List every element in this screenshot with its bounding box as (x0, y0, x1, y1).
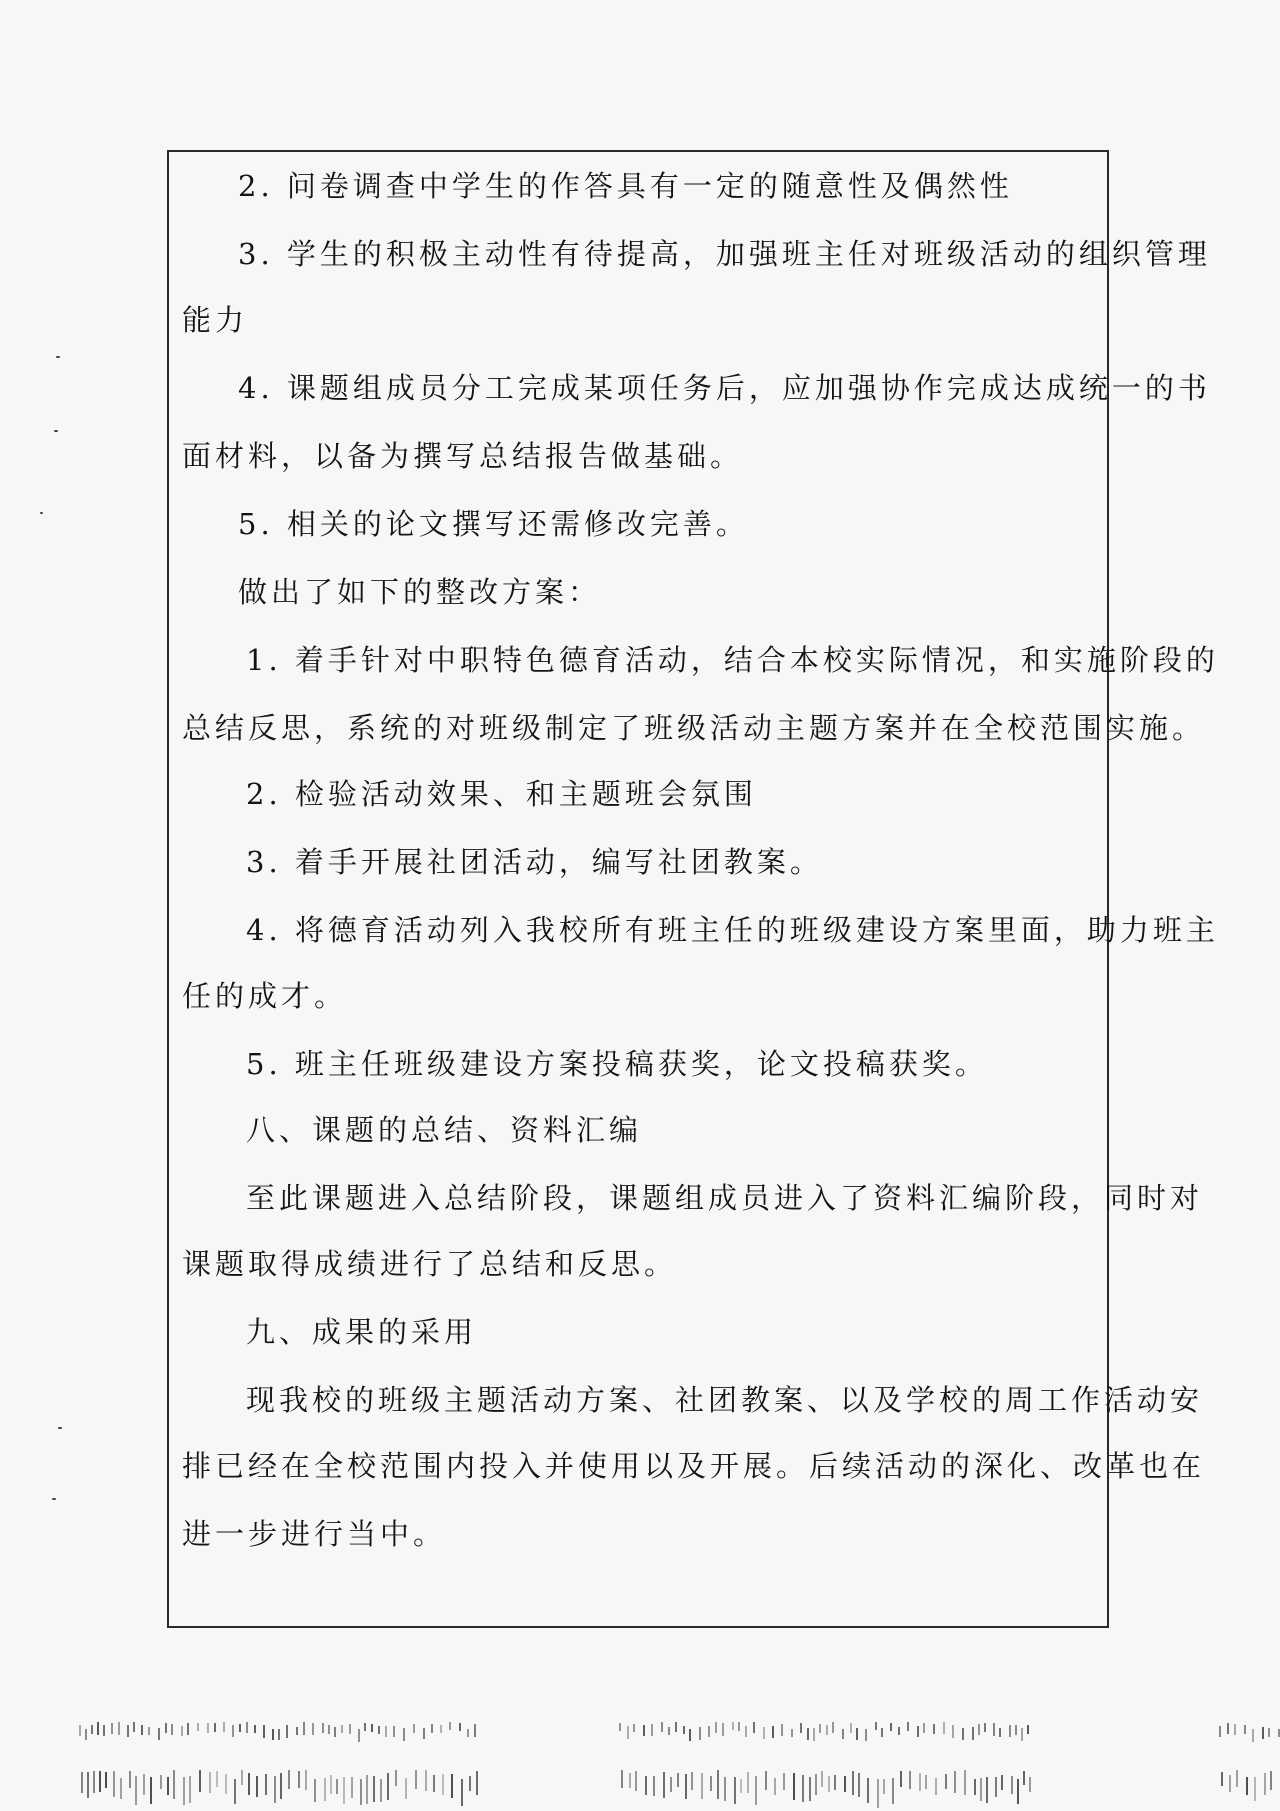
text-line-19: 现我校的班级主题活动方案、社团教案、以及学校的周工作活动安 (246, 1383, 1204, 1417)
text-line-8: 1. 着手针对中职特色德育活动，结合本校实际情况，和实施阶段的 (246, 643, 1219, 677)
scan-speck (40, 512, 43, 514)
scan-noise-footer (0, 1700, 1280, 1811)
text-line-2: 3. 学生的积极主动性有待提高，加强班主任对班级活动的组织管理 (238, 237, 1211, 271)
scan-speck (52, 1498, 56, 1500)
text-line-11: 3. 着手开展社团活动，编写社团教案。 (246, 845, 823, 879)
text-line-21: 进一步进行当中。 (182, 1517, 447, 1551)
text-line-3: 能力 (182, 303, 249, 337)
text-line-16: 至此课题进入总结阶段，课题组成员进入了资料汇编阶段，同时对 (246, 1181, 1204, 1215)
text-line-10: 2. 检验活动效果、和主题班会氛围 (246, 777, 757, 811)
text-line-17: 课题取得成绩进行了总结和反思。 (182, 1247, 678, 1281)
text-line-5: 面材料，以备为撰写总结报告做基础。 (182, 439, 744, 473)
text-line-1: 2. 问卷调查中学生的作答具有一定的随意性及偶然性 (238, 169, 1013, 203)
text-line-7: 做出了如下的整改方案： (238, 575, 602, 609)
scan-noise-graphic (0, 1700, 1280, 1811)
scan-speck (58, 1427, 62, 1429)
text-line-20: 排已经在全校范围内投入并使用以及开展。后续活动的深化、改革也在 (182, 1449, 1206, 1483)
text-line-15: 八、课题的总结、资料汇编 (246, 1113, 643, 1147)
text-line-6: 5. 相关的论文撰写还需修改完善。 (238, 507, 749, 541)
text-line-14: 5. 班主任班级建设方案投稿获奖，论文投稿获奖。 (246, 1047, 988, 1081)
scan-speck (54, 430, 58, 432)
scan-speck (56, 356, 60, 358)
text-line-12: 4. 将德育活动列入我校所有班主任的班级建设方案里面，助力班主 (246, 913, 1219, 947)
text-line-18: 九、成果的采用 (246, 1315, 478, 1349)
text-line-9: 总结反思，系统的对班级制定了班级活动主题方案并在全校范围实施。 (182, 711, 1206, 745)
text-line-13: 任的成才。 (182, 979, 348, 1013)
text-line-4: 4. 课题组成员分工完成某项任务后，应加强协作完成达成统一的书 (238, 371, 1211, 405)
